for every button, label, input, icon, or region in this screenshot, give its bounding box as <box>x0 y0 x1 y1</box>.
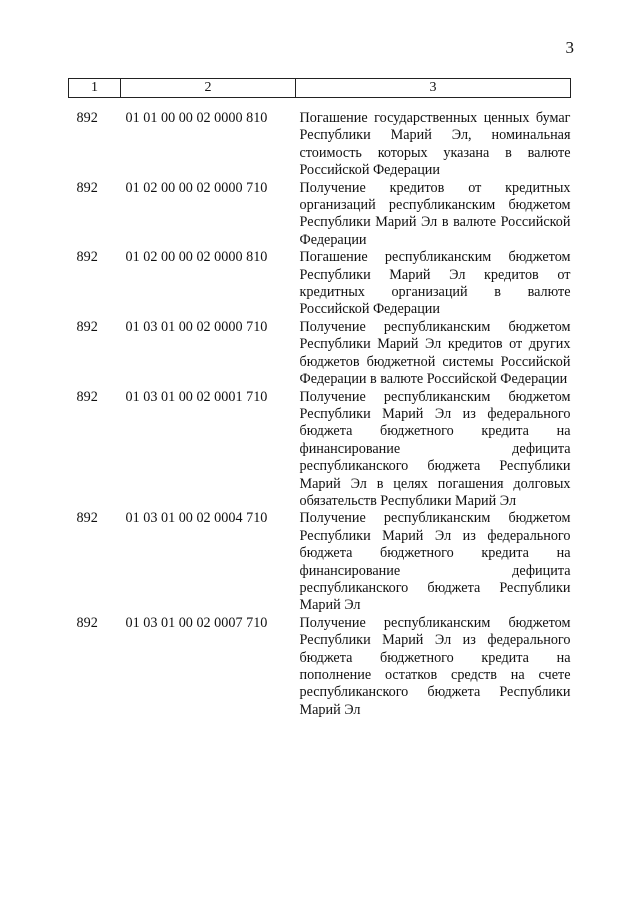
column-header-2: 2 <box>121 79 296 98</box>
budget-code: 01 03 01 00 02 0001 710 <box>125 388 268 405</box>
table-row <box>69 249 571 319</box>
budget-code: 01 03 01 00 02 0004 710 <box>125 510 268 527</box>
row-description: Получение республиканским бюджетом Республики Марий Эл из федерального бюджета бюджетного кредита на финансирование дефицита республиканского бюджета Республики Марий Эл <box>299 510 571 614</box>
budget-classification-table <box>68 78 571 719</box>
row-description: Получение республиканским бюджетом Республики Марий Эл из федерального бюджета бюджетного кредита на финансирование дефицита республиканского бюджета Республики Марий Эл в целях погашения долговых обязательств Республики Марий Эл <box>299 388 571 509</box>
budget-code: 01 03 01 00 02 0000 710 <box>125 318 268 335</box>
table-row <box>69 615 571 719</box>
column-header-3: 3 <box>296 79 571 98</box>
table-row <box>69 389 571 511</box>
row-description: Получение республиканским бюджетом Республики Марий Эл из федерального бюджета бюджетного кредита на пополнение остатков средств на счете республиканского бюджета Республики Марий Эл <box>299 614 571 718</box>
column-header-1: 1 <box>69 79 121 98</box>
row-description: Погашение республиканским бюджетом Республики Марий Эл кредитов от кредитных организаций в валюте Российской Федерации <box>299 249 571 318</box>
page-number: 3 <box>565 38 574 57</box>
admin-code: 892 <box>76 614 98 631</box>
table-row <box>69 98 571 180</box>
budget-code: 01 03 01 00 02 0007 710 <box>125 614 268 631</box>
admin-code: 892 <box>76 318 98 335</box>
table-row <box>69 510 571 614</box>
budget-code: 01 02 00 00 02 0000 810 <box>125 249 268 266</box>
admin-code: 892 <box>76 110 98 126</box>
row-description: Получение республиканским бюджетом Республики Марий Эл кредитов от других бюджетов бюджетной системы Российской Федерации в валюте Российской Федерации <box>299 318 571 388</box>
admin-code: 892 <box>76 249 98 266</box>
admin-code: 892 <box>76 510 98 527</box>
admin-code: 892 <box>76 179 98 196</box>
budget-code: 01 02 00 00 02 0000 710 <box>125 179 268 196</box>
admin-code: 892 <box>76 388 98 405</box>
row-description: Погашение государственных ценных бумаг Республики Марий Эл, номинальная стоимость которых указана в валюте Российской Федерации <box>299 110 571 179</box>
table-header-row <box>69 79 571 98</box>
row-description: Получение кредитов от кредитных организаций республиканским бюджетом Республики Марий Эл в валюте Российской Федерации <box>299 179 571 248</box>
budget-code: 01 01 00 00 02 0000 810 <box>125 110 268 126</box>
table-row <box>69 319 571 389</box>
table-row <box>69 180 571 250</box>
